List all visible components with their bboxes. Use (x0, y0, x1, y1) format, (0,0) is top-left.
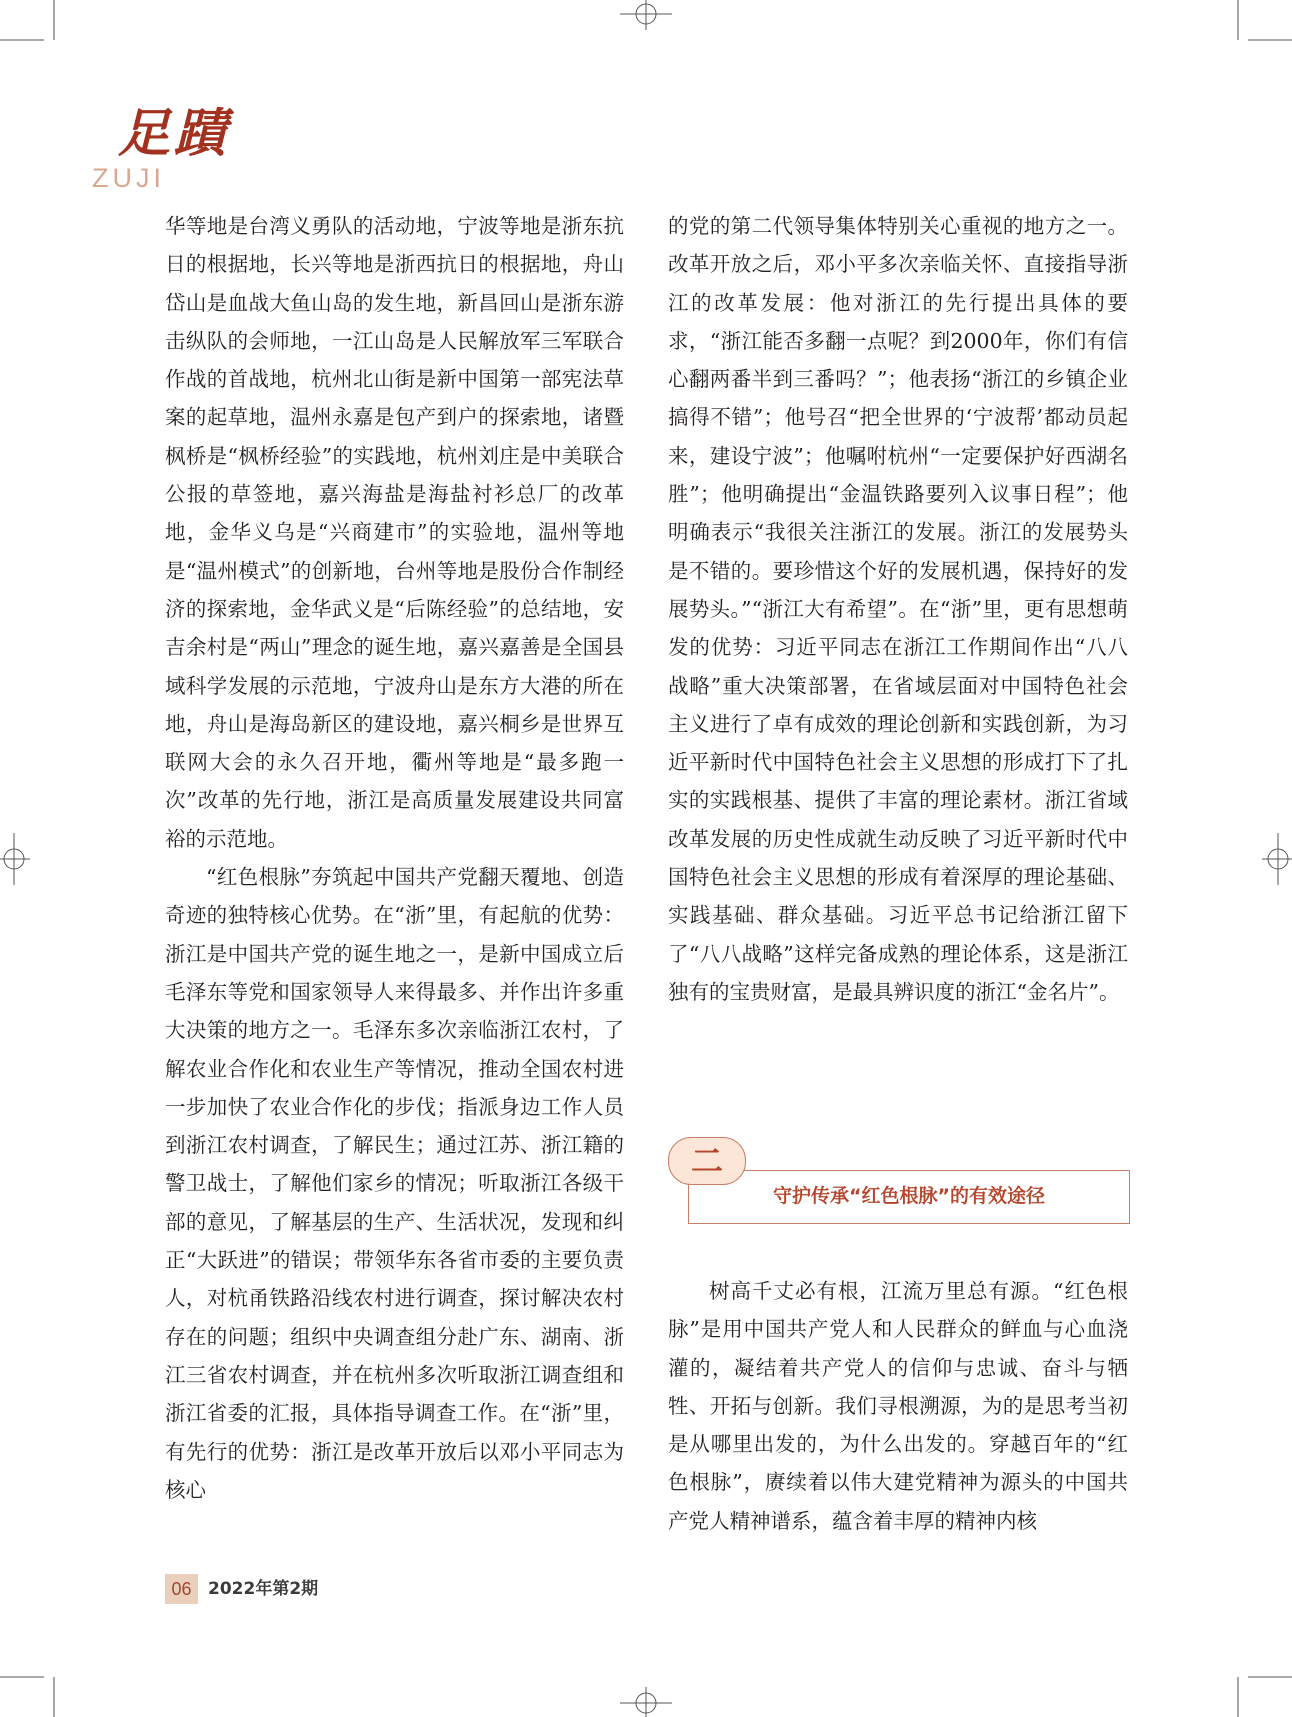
registration-mark-bottom (620, 1687, 672, 1717)
page-number: 06 (165, 1574, 198, 1604)
registration-mark-right (1262, 833, 1292, 885)
left-column (165, 207, 624, 1509)
registration-mark-top (620, 0, 672, 30)
logo-latin-text: ZUJI (92, 163, 165, 193)
paragraph-right-1: 的党的第二代领导集体特别关心重视的地方之一。改革开放之后，邓小平多次亲临关怀、直接指导浙江的改革发展：他对浙江的先行提出具体的要求，“浙江能否多翻一点呢？到2000年，你们有信心翻两番半到三番吗？”；他表扬“浙江的乡镇企业搞得不错”；他号召“把全世界的‘宁波帮’都动员起来，建设宁波”；他嘱咐杭州“一定要保护好西湖名胜”；他明确提出“金温铁路要列入议事日程”；他明确表示“我很关注浙江的发展。浙江的发展势头是不错的。要珍惜这个好的发展机遇，保持好的发展势头。”“浙江大有希望”。在“浙”里，更有思想萌发的优势：习近平同志在浙江工作期间作出“八八战略”重大决策部署，在省域层面对中国特色社会主义进行了卓有成效的理论创新和实践创新，为习近平新时代中国特色社会主义思想的形成打下了扎实的实践根基、提供了丰富的理论素材。浙江省域改革发展的历史性成就生动反映了习近平新时代中国特色社会主义思想的形成有着深厚的理论基础、实践基础、群众基础。习近平总书记给浙江留下了“八八战略”这样完备成熟的理论体系，这是浙江独有的宝贵财富，是最具辨识度的浙江“金名片”。 (668, 214, 1128, 1004)
section-title: 守护传承“红色根脉”的有效途径 (773, 1185, 1045, 1207)
paragraph-right-2: 树高千丈必有根，江流万里总有源。“红色根脉”是用中国共产党人和人民群众的鲜血与心血浇灌的，凝结着共产党人的信仰与忠诚、奋斗与牺牲、开拓与创新。我们寻根溯源，为的是思考当初是从哪里出发的，为什么出发的。穿越百年的“红色根脉”，赓续着以伟大建党精神为源头的中国共产党人精神谱系，蕴含着丰厚的精神内核 (668, 1279, 1128, 1533)
section-number-badge: 二 (668, 1137, 746, 1185)
section-logo (90, 103, 231, 203)
issue-label: 2022年第2期 (208, 1579, 319, 1599)
logo-chinese-text: 足蹟 (118, 103, 231, 164)
right-column (668, 207, 1128, 1011)
section-heading-box (688, 1170, 1130, 1224)
paragraph-left-1: 华等地是台湾义勇队的活动地，宁波等地是浙东抗日的根据地，长兴等地是浙西抗日的根据地，舟山岱山是血战大鱼山岛的发生地，新昌回山是浙东游击纵队的会师地，一江山岛是人民解放军三军联合作战的首战地，杭州北山街是新中国第一部宪法草案的起草地，温州永嘉是包产到户的探索地，诸暨枫桥是“枫桥经验”的实践地，杭州刘庄是中美联合公报的草签地，嘉兴海盐是海盐衬衫总厂的改革地，金华义乌是“兴商建市”的实验地，温州等地是“温州模式”的创新地，台州等地是股份合作制经济的探索地，金华武义是“后陈经验”的总结地，安吉余村是“两山”理念的诞生地，嘉兴嘉善是全国县域科学发展的示范地，宁波舟山是东方大港的所在地，舟山是海岛新区的建设地，嘉兴桐乡是世界互联网大会的永久召开地，衢州等地是“最多跑一次”改革的先行地，浙江是高质量发展建设共同富裕的示范地。 (165, 214, 624, 851)
registration-mark-left (0, 833, 30, 885)
right-column-lower (668, 1272, 1128, 1540)
paragraph-left-2: “红色根脉”夯筑起中国共产党翻天覆地、创造奇迹的独特核心优势。在“浙”里，有起航的优势：浙江是中国共产党的诞生地之一，是新中国成立后毛泽东等党和国家领导人来得最多、并作出许多重大决策的地方之一。毛泽东多次亲临浙江农村，了解农业合作化和农业生产等情况，推动全国农村进一步加快了农业合作化的步伐；指派身边工作人员到浙江农村调查，了解民生；通过江苏、浙江籍的警卫战士，了解他们家乡的情况；听取浙江各级干部的意见，了解基层的生产、生活状况，发现和纠正“大跃进”的错误；带领华东各省市委的主要负责人，对杭甬铁路沿线农村进行调查，探讨解决农村存在的问题；组织中央调查组分赴广东、湖南、浙江三省农村调查，并在杭州多次听取浙江调查组和浙江省委的汇报，具体指导调查工作。在“浙”里，有先行的优势：浙江是改革开放后以邓小平同志为核心 (165, 865, 624, 1502)
